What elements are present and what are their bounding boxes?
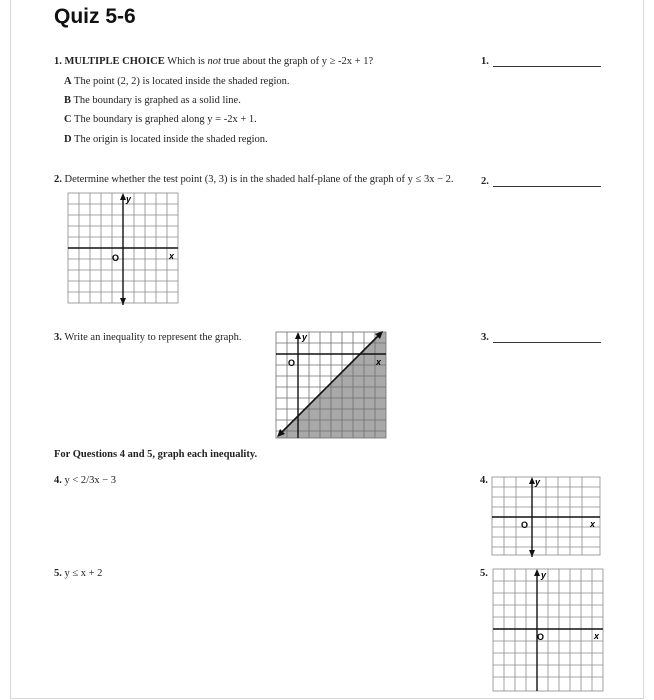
q3-answer-label: 3. — [481, 332, 489, 343]
q3-graph — [276, 332, 386, 438]
section-heading: For Questions 4 and 5, graph each inequality. — [54, 449, 258, 460]
q4-x-label: x — [590, 519, 596, 529]
q4-origin-label: O — [521, 520, 529, 530]
q2-y-label: y — [126, 194, 132, 204]
q5-answer-label: 5. — [480, 568, 488, 579]
q2-origin-label: O — [112, 253, 120, 263]
q3-y-arrow — [295, 332, 301, 339]
q5-number: 5. — [54, 568, 62, 579]
q1-answer-blank[interactable] — [493, 66, 601, 67]
q4-prompt: 4. y < 2/3x − 3 — [54, 475, 117, 486]
q2-x-label: x — [169, 251, 175, 261]
q1-option-b[interactable]: B The boundary is graphed as a solid line. — [64, 95, 241, 106]
quiz-title: Quiz 5-6 — [54, 5, 136, 28]
q4-answer-label: 4. — [480, 475, 488, 486]
q4-graph[interactable] — [492, 477, 602, 557]
q5-prompt: 5. y ≤ x + 2 — [54, 568, 103, 579]
q1-number: 1. — [54, 56, 62, 67]
q1-answer-label: 1. — [481, 56, 489, 67]
q2-graph — [68, 193, 180, 305]
q3-prompt: 3. Write an inequality to represent the graph. — [54, 332, 242, 343]
q2-y-arrow-down — [120, 298, 126, 305]
q5-y-arrow-up — [534, 569, 540, 576]
q1-option-a[interactable]: A The point (2, 2) is located inside the shaded region. — [64, 76, 290, 87]
q5-graph[interactable] — [493, 569, 605, 693]
q2-answer-label: 2. — [481, 176, 489, 187]
q2-axes — [68, 195, 178, 305]
q2-prompt: 2. Determine whether the test point (3, 3) is in the shaded half-plane of the graph of y ≤ 3x − 2. — [54, 174, 454, 185]
q1-prompt-em: not — [207, 56, 221, 67]
q1-heading: MULTIPLE CHOICE — [64, 56, 165, 67]
q5-grid — [493, 569, 603, 691]
q1-option-d[interactable]: D The origin is located inside the shaded region. — [64, 134, 268, 145]
q5-y-label: y — [541, 570, 547, 580]
q4-grid — [492, 477, 600, 555]
q4-y-arrow-down — [529, 550, 535, 557]
q1-option-c[interactable]: C The boundary is graphed along y = -2x + 1. — [64, 114, 257, 125]
q3-x-label: x — [376, 357, 382, 367]
q2-number: 2. — [54, 174, 62, 185]
q3-y-label: y — [302, 332, 308, 342]
q3-origin-label: O — [288, 358, 296, 368]
q1-prompt — [54, 56, 373, 67]
q5-x-label: x — [594, 631, 600, 641]
q4-number: 4. — [54, 475, 62, 486]
q2-answer-blank[interactable] — [493, 186, 601, 187]
q5-origin-label: O — [537, 632, 545, 642]
q1-prompt-post: true about the graph of y ≥ -2x + 1? — [223, 56, 374, 67]
q3-number: 3. — [54, 332, 62, 343]
q4-y-label: y — [535, 477, 541, 487]
q3-answer-blank[interactable] — [493, 342, 601, 343]
q1-prompt-pre: Which is — [167, 56, 205, 67]
